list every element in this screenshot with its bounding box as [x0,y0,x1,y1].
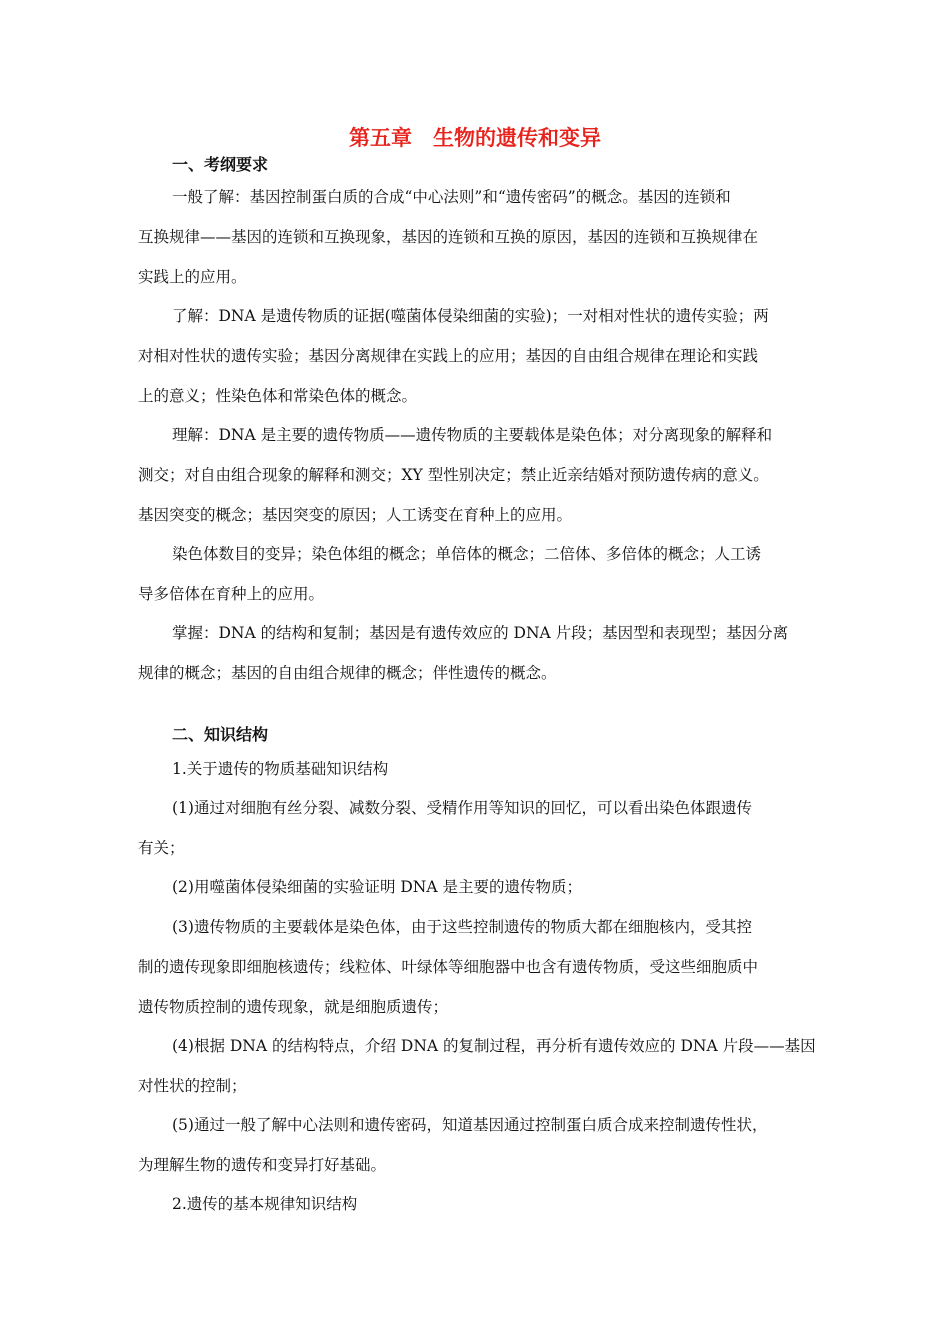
paragraph-line: 为理解生物的遗传和变异打好基础。 [138,1156,387,1174]
paragraph-line: 测交；对自由组合现象的解释和测交；XY 型性别决定；禁止近亲结婚对预防遗传病的意义。 [138,466,769,484]
paragraph-line: 规律的概念；基因的自由组合规律的概念；伴性遗传的概念。 [138,664,557,682]
paragraph-line: 染色体数目的变异；染色体组的概念；单倍体的概念；二倍体、多倍体的概念；人工诱 [172,545,762,563]
paragraph-line: 导多倍体在育种上的应用。 [138,585,325,603]
paragraph-line: (5)通过一般了解中心法则和遗传密码，知道基因通过控制蛋白质合成来控制遗传性状， [172,1116,768,1134]
paragraph-line: 对相对性状的遗传实验；基因分离规律在实践上的应用；基因的自由组合规律在理论和实践 [138,347,759,365]
paragraph-line: 基因突变的概念；基因突变的原因；人工诱变在育种上的应用。 [138,506,573,524]
paragraph-line: 有关； [138,839,185,857]
paragraph-line: 互换规律——基因的连锁和互换现象，基因的连锁和互换的原因，基因的连锁和互换规律在 [138,228,759,246]
paragraph-line: 对性状的控制； [138,1077,247,1095]
paragraph-line: (3)遗传物质的主要载体是染色体，由于这些控制遗传的物质大都在细胞核内，受其控 [172,918,752,936]
chapter-title: 第五章 生物的遗传和变异 [349,126,601,150]
paragraph-line: (2)用噬菌体侵染细菌的实验证明 DNA 是主要的遗传物质； [172,878,582,896]
paragraph-line: 上的意义；性染色体和常染色体的概念。 [138,387,418,405]
paragraph-line: 2.遗传的基本规律知识结构 [172,1195,358,1213]
paragraph-line: (4)根据 DNA 的结构特点，介绍 DNA 的复制过程，再分析有遗传效应的 DNA 片段——基因 [172,1037,816,1055]
paragraph-line: 制的遗传现象即细胞核遗传；线粒体、叶绿体等细胞器中也含有遗传物质，受这些细胞质中 [138,958,759,976]
section-heading-requirements: 一、考纲要求 [172,155,269,174]
paragraph-line: 一般了解：基因控制蛋白质的合成“中心法则”和“遗传密码”的概念。基因的连锁和 [172,188,731,206]
section-heading-knowledge-structure: 二、知识结构 [172,725,269,744]
paragraph-line: 遗传物质控制的遗传现象，就是细胞质遗传； [138,998,449,1016]
paragraph-line: 了解：DNA 是遗传物质的证据(噬菌体侵染细菌的实验)；一对相对性状的遗传实验；两 [172,307,769,325]
paragraph-line: 1.关于遗传的物质基础知识结构 [172,760,389,778]
paragraph-line: (1)通过对细胞有丝分裂、减数分裂、受精作用等知识的回忆，可以看出染色体跟遗传 [172,799,752,817]
paragraph-line: 理解：DNA 是主要的遗传物质——遗传物质的主要载体是染色体；对分离现象的解释和 [172,426,773,444]
paragraph-line: 掌握：DNA 的结构和复制；基因是有遗传效应的 DNA 片段；基因型和表现型；基因分离 [172,624,789,642]
paragraph-line: 实践上的应用。 [138,268,247,286]
